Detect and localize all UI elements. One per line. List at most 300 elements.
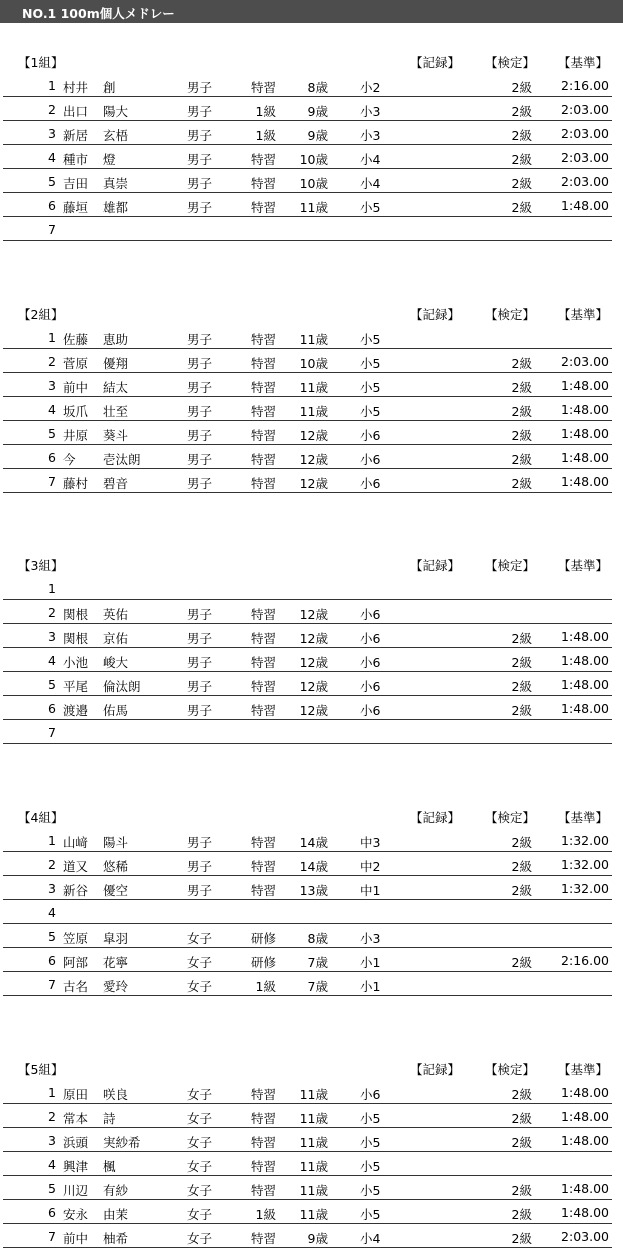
school-grade: 小6 [360, 607, 381, 622]
row-number: 2 [48, 605, 56, 620]
school-grade: 小6 [360, 476, 381, 491]
standard-time: 1:48.00 [561, 1109, 609, 1124]
school-grade: 小1 [360, 979, 381, 994]
last-name: 新居 [63, 128, 89, 143]
school-grade: 小4 [360, 176, 381, 191]
class: 特習 [250, 80, 276, 95]
table-row [0, 829, 623, 853]
age: 11歳 [299, 1183, 328, 1198]
sex: 男子 [187, 104, 213, 119]
class: 特習 [250, 1183, 276, 1198]
table-row [0, 1105, 623, 1129]
class: 1級 [255, 128, 276, 143]
age: 14歳 [299, 859, 328, 874]
sex: 男子 [187, 332, 213, 347]
table-row [0, 1201, 623, 1225]
first-name: 優空 [103, 883, 129, 898]
school-grade: 小4 [360, 152, 381, 167]
row-number: 4 [48, 653, 56, 668]
row-number: 1 [48, 833, 56, 848]
check-level: 2級 [511, 631, 532, 646]
first-name: 結太 [103, 380, 129, 395]
first-name: 京佑 [103, 631, 129, 646]
age: 9歳 [307, 104, 328, 119]
table-row [0, 625, 623, 649]
record-header: 【記録】 [410, 55, 461, 70]
age: 13歳 [299, 883, 328, 898]
group-4 [0, 805, 623, 995]
sex: 男子 [187, 476, 213, 491]
class: 特習 [250, 655, 276, 670]
age: 11歳 [299, 200, 328, 215]
standard-time: 1:32.00 [561, 881, 609, 896]
row-number: 3 [48, 629, 56, 644]
table-row [0, 877, 623, 901]
table-row [0, 350, 623, 374]
row-number: 7 [48, 725, 56, 740]
sex: 女子 [187, 955, 213, 970]
group-title: 【2組】 [18, 307, 64, 322]
check-level: 2級 [511, 176, 532, 191]
first-name: 峻大 [103, 655, 129, 670]
school-grade: 小5 [360, 1183, 381, 1198]
age: 11歳 [299, 1159, 328, 1174]
school-grade: 中1 [360, 883, 381, 898]
school-grade: 小1 [360, 955, 381, 970]
table-row [0, 1225, 623, 1249]
age: 8歳 [307, 80, 328, 95]
school-grade: 小5 [360, 200, 381, 215]
class: 研修 [250, 931, 276, 946]
check-level: 2級 [511, 200, 532, 215]
sex: 男子 [187, 380, 213, 395]
group-header [0, 1057, 623, 1077]
group-title: 【3組】 [18, 558, 64, 573]
check-level: 2級 [511, 955, 532, 970]
row-number: 5 [48, 677, 56, 692]
last-name: 出口 [63, 104, 89, 119]
row-number: 7 [48, 977, 56, 992]
table-row [0, 446, 623, 470]
sex: 女子 [187, 1231, 213, 1246]
group-header [0, 805, 623, 825]
last-name: 村井 [63, 80, 89, 95]
table-row [0, 398, 623, 422]
standard-header: 【基準】 [558, 307, 609, 322]
school-grade: 小6 [360, 1087, 381, 1102]
table-row [0, 577, 623, 601]
first-name: 詩 [103, 1111, 116, 1126]
sex: 女子 [187, 1135, 213, 1150]
age: 12歳 [299, 703, 328, 718]
check-level: 2級 [511, 1135, 532, 1150]
sex: 男子 [187, 152, 213, 167]
last-name: 古名 [63, 979, 89, 994]
check-level: 2級 [511, 452, 532, 467]
check-header: 【検定】 [485, 307, 536, 322]
class: 特習 [250, 380, 276, 395]
row-number: 5 [48, 929, 56, 944]
check-header: 【検定】 [485, 810, 536, 825]
school-grade: 小5 [360, 1207, 381, 1222]
last-name: 笠原 [63, 931, 89, 946]
standard-time: 1:48.00 [561, 450, 609, 465]
first-name: 壮至 [103, 404, 129, 419]
table-row [0, 1081, 623, 1105]
standard-time: 1:32.00 [561, 833, 609, 848]
class: 特習 [250, 1231, 276, 1246]
age: 9歳 [307, 128, 328, 143]
row-number: 6 [48, 198, 56, 213]
row-number: 4 [48, 1157, 56, 1172]
check-level: 2級 [511, 80, 532, 95]
record-header: 【記録】 [410, 307, 461, 322]
check-level: 2級 [511, 380, 532, 395]
table-row [0, 1129, 623, 1153]
standard-time: 2:03.00 [561, 174, 609, 189]
age: 12歳 [299, 452, 328, 467]
page-title: NO.1 100m個人メドレー [22, 6, 175, 21]
table-row [0, 122, 623, 146]
class: 特習 [250, 883, 276, 898]
standard-time: 2:03.00 [561, 150, 609, 165]
first-name: 実紗希 [103, 1135, 141, 1150]
age: 11歳 [299, 1087, 328, 1102]
row-number: 2 [48, 102, 56, 117]
school-grade: 小3 [360, 104, 381, 119]
school-grade: 小6 [360, 703, 381, 718]
standard-time: 2:16.00 [561, 78, 609, 93]
first-name: 皐羽 [103, 931, 129, 946]
class: 特習 [250, 356, 276, 371]
row-number: 3 [48, 1133, 56, 1148]
table-row [0, 673, 623, 697]
last-name: 種市 [63, 152, 89, 167]
sex: 男子 [187, 607, 213, 622]
class: 特習 [250, 679, 276, 694]
class: 1級 [255, 979, 276, 994]
first-name: 倫汰朗 [103, 679, 141, 694]
school-grade: 小5 [360, 380, 381, 395]
class: 特習 [250, 703, 276, 718]
age: 14歳 [299, 835, 328, 850]
standard-time: 1:48.00 [561, 1133, 609, 1148]
standard-header: 【基準】 [558, 55, 609, 70]
last-name: 山﨑 [63, 835, 89, 850]
age: 8歳 [307, 931, 328, 946]
row-number: 6 [48, 450, 56, 465]
check-level: 2級 [511, 104, 532, 119]
standard-time: 1:48.00 [561, 402, 609, 417]
check-level: 2級 [511, 476, 532, 491]
sex: 女子 [187, 1087, 213, 1102]
age: 11歳 [299, 332, 328, 347]
last-name: 前中 [63, 380, 89, 395]
last-name: 川辺 [63, 1183, 89, 1198]
sex: 女子 [187, 931, 213, 946]
age: 11歳 [299, 1111, 328, 1126]
school-grade: 小5 [360, 1111, 381, 1126]
last-name: 関根 [63, 631, 89, 646]
standard-time: 1:48.00 [561, 378, 609, 393]
class: 特習 [250, 152, 276, 167]
first-name: 壱汰朗 [103, 452, 141, 467]
age: 11歳 [299, 380, 328, 395]
table-row [0, 218, 623, 242]
last-name: 浜頭 [63, 1135, 89, 1150]
school-grade: 小5 [360, 356, 381, 371]
last-name: 関根 [63, 607, 89, 622]
row-number: 6 [48, 1205, 56, 1220]
sex: 男子 [187, 200, 213, 215]
age: 12歳 [299, 607, 328, 622]
check-level: 2級 [511, 356, 532, 371]
last-name: 井原 [63, 428, 89, 443]
first-name: 雄都 [103, 200, 129, 215]
group-header [0, 302, 623, 322]
standard-time: 2:03.00 [561, 354, 609, 369]
standard-time: 1:48.00 [561, 198, 609, 213]
table-row [0, 326, 623, 350]
standard-time: 2:03.00 [561, 126, 609, 141]
last-name: 新谷 [63, 883, 89, 898]
age: 11歳 [299, 1135, 328, 1150]
row-number: 1 [48, 581, 56, 596]
first-name: 創 [103, 80, 116, 95]
class: 特習 [250, 835, 276, 850]
table-row [0, 194, 623, 218]
age: 12歳 [299, 655, 328, 670]
age: 7歳 [307, 979, 328, 994]
first-name: 楓 [103, 1159, 116, 1174]
row-number: 6 [48, 953, 56, 968]
school-grade: 小6 [360, 679, 381, 694]
table-row [0, 146, 623, 170]
class: 特習 [250, 1087, 276, 1102]
check-level: 2級 [511, 1183, 532, 1198]
table-row [0, 422, 623, 446]
last-name: 吉田 [63, 176, 89, 191]
table-row [0, 98, 623, 122]
class: 特習 [250, 428, 276, 443]
class: 1級 [255, 1207, 276, 1222]
class: 特習 [250, 332, 276, 347]
standard-time: 1:48.00 [561, 653, 609, 668]
last-name: 前中 [63, 1231, 89, 1246]
table-row [0, 74, 623, 98]
standard-time: 1:48.00 [561, 701, 609, 716]
row-number: 6 [48, 701, 56, 716]
check-level: 2級 [511, 859, 532, 874]
school-grade: 小4 [360, 1231, 381, 1246]
first-name: 玄梧 [103, 128, 129, 143]
first-name: 愛玲 [103, 979, 129, 994]
standard-time: 1:48.00 [561, 677, 609, 692]
school-grade: 小5 [360, 332, 381, 347]
first-name: 柚希 [103, 1231, 129, 1246]
table-row [0, 925, 623, 949]
row-number: 7 [48, 222, 56, 237]
class: 特習 [250, 1135, 276, 1150]
row-number: 2 [48, 1109, 56, 1124]
last-name: 菅原 [63, 356, 89, 371]
sex: 男子 [187, 452, 213, 467]
group-title: 【4組】 [18, 810, 64, 825]
age: 11歳 [299, 404, 328, 419]
school-grade: 小6 [360, 428, 381, 443]
class: 特習 [250, 452, 276, 467]
age: 10歳 [299, 176, 328, 191]
last-name: 小池 [63, 655, 89, 670]
last-name: 道又 [63, 859, 89, 874]
row-number: 5 [48, 426, 56, 441]
class: 特習 [250, 631, 276, 646]
first-name: 佑馬 [103, 703, 129, 718]
check-level: 2級 [511, 128, 532, 143]
last-name: 平尾 [63, 679, 89, 694]
first-name: 英佑 [103, 607, 129, 622]
sex: 男子 [187, 835, 213, 850]
check-level: 2級 [511, 835, 532, 850]
group-header [0, 553, 623, 573]
check-level: 2級 [511, 1087, 532, 1102]
class: 特習 [250, 1111, 276, 1126]
school-grade: 小3 [360, 128, 381, 143]
age: 9歳 [307, 1231, 328, 1246]
first-name: 碧音 [103, 476, 129, 491]
title-bar [0, 0, 623, 23]
sex: 男子 [187, 404, 213, 419]
check-header: 【検定】 [485, 55, 536, 70]
first-name: 陽斗 [103, 835, 129, 850]
sex: 男子 [187, 428, 213, 443]
sex: 男子 [187, 703, 213, 718]
first-name: 花寧 [103, 955, 129, 970]
first-name: 葵斗 [103, 428, 129, 443]
sex: 男子 [187, 356, 213, 371]
check-level: 2級 [511, 655, 532, 670]
class: 特習 [250, 607, 276, 622]
sex: 男子 [187, 883, 213, 898]
check-level: 2級 [511, 1207, 532, 1222]
first-name: 咲良 [103, 1087, 129, 1102]
school-grade: 小6 [360, 655, 381, 670]
sex: 男子 [187, 655, 213, 670]
check-level: 2級 [511, 679, 532, 694]
sex: 女子 [187, 1207, 213, 1222]
row-number: 5 [48, 1181, 56, 1196]
record-header: 【記録】 [410, 1062, 461, 1077]
sex: 男子 [187, 128, 213, 143]
check-level: 2級 [511, 1231, 532, 1246]
class: 特習 [250, 476, 276, 491]
standard-time: 2:03.00 [561, 102, 609, 117]
class: 特習 [250, 1159, 276, 1174]
first-name: 悠稀 [103, 859, 129, 874]
first-name: 有紗 [103, 1183, 129, 1198]
table-row [0, 721, 623, 745]
check-level: 2級 [511, 1111, 532, 1126]
school-grade: 小2 [360, 80, 381, 95]
table-row [0, 949, 623, 973]
class: 研修 [250, 955, 276, 970]
row-number: 2 [48, 857, 56, 872]
last-name: 阿部 [63, 955, 89, 970]
standard-header: 【基準】 [558, 1062, 609, 1077]
age: 10歳 [299, 356, 328, 371]
school-grade: 小5 [360, 404, 381, 419]
standard-time: 1:48.00 [561, 1205, 609, 1220]
class: 1級 [255, 104, 276, 119]
age: 10歳 [299, 152, 328, 167]
row-number: 1 [48, 1085, 56, 1100]
table-row [0, 853, 623, 877]
sex: 女子 [187, 1111, 213, 1126]
class: 特習 [250, 200, 276, 215]
sex: 女子 [187, 1159, 213, 1174]
first-name: 由茉 [103, 1207, 129, 1222]
group-2 [0, 302, 623, 492]
standard-time: 1:32.00 [561, 857, 609, 872]
check-level: 2級 [511, 428, 532, 443]
group-5 [0, 1057, 623, 1247]
standard-header: 【基準】 [558, 558, 609, 573]
group-title: 【1組】 [18, 55, 64, 70]
group-3 [0, 553, 623, 743]
table-row [0, 649, 623, 673]
row-number: 5 [48, 174, 56, 189]
age: 11歳 [299, 1207, 328, 1222]
first-name: 恵助 [103, 332, 129, 347]
check-level: 2級 [511, 404, 532, 419]
row-number: 7 [48, 474, 56, 489]
record-header: 【記録】 [410, 810, 461, 825]
record-header: 【記録】 [410, 558, 461, 573]
last-name: 常本 [63, 1111, 89, 1126]
group-title: 【5組】 [18, 1062, 64, 1077]
table-row [0, 374, 623, 398]
row-number: 1 [48, 330, 56, 345]
row-number: 2 [48, 354, 56, 369]
row-number: 1 [48, 78, 56, 93]
sex: 男子 [187, 80, 213, 95]
school-grade: 小6 [360, 631, 381, 646]
row-number: 3 [48, 378, 56, 393]
group-header [0, 50, 623, 70]
school-grade: 中3 [360, 835, 381, 850]
last-name: 原田 [63, 1087, 89, 1102]
sex: 男子 [187, 631, 213, 646]
group-1 [0, 50, 623, 240]
last-name: 藤垣 [63, 200, 89, 215]
row-number: 3 [48, 126, 56, 141]
first-name: 燈 [103, 152, 116, 167]
table-row [0, 973, 623, 997]
standard-time: 2:16.00 [561, 953, 609, 968]
age: 12歳 [299, 428, 328, 443]
sex: 男子 [187, 176, 213, 191]
row-number: 4 [48, 905, 56, 920]
sex: 男子 [187, 679, 213, 694]
sex: 男子 [187, 859, 213, 874]
table-row [0, 1177, 623, 1201]
standard-time: 2:03.00 [561, 1229, 609, 1244]
last-name: 興津 [63, 1159, 89, 1174]
table-row [0, 601, 623, 625]
table-row [0, 697, 623, 721]
standard-time: 1:48.00 [561, 426, 609, 441]
table-row [0, 170, 623, 194]
